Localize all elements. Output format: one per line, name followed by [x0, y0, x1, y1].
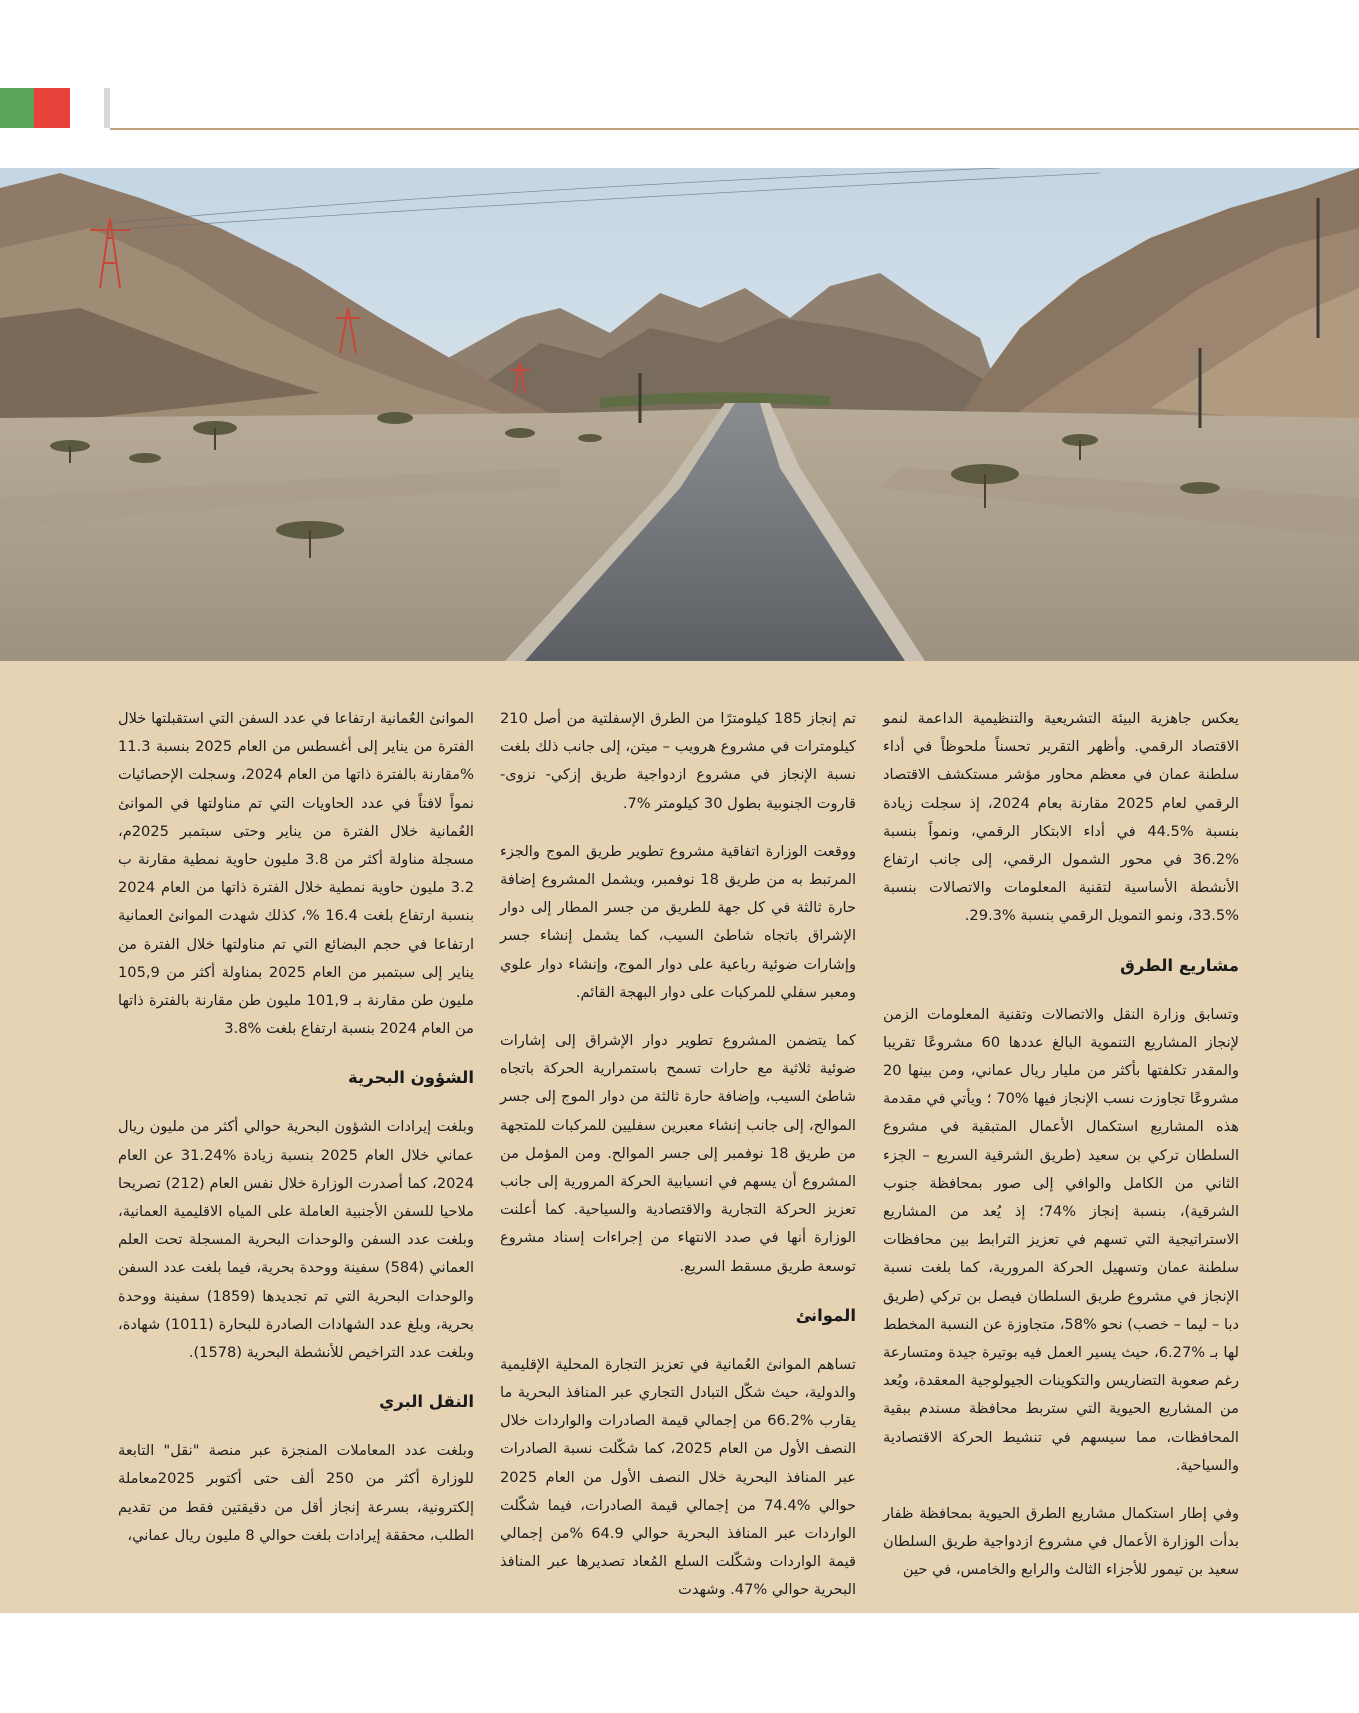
paragraph: ووقعت الوزارة اتفاقية مشروع تطوير طريق الموج والجزء المرتبط به من طريق 18 نوفمبر، ويشمل المشروع إضافة حارة ثالثة في كل جهة للطريق من جسر المطار إلى دوار الإشراق باتجاه شاطئ السيب، كما يشمل إنشاء جسر وإشارات ضوئية رباعية على دوار الموج، وإنشاء دوار علوي ومعبر سفلي للمركبات على دوار البهجة القائم. — [500, 842, 856, 1001]
article-panel — [0, 661, 1359, 1613]
paragraph: يعكس جاهزية البيئة التشريعية والتنظيمية الداعمة لنمو الاقتصاد الرقمي. وأظهر التقرير تحسناً ملحوظاً في أداء سلطنة عمان في معظم محاور مؤشر مستكشف الاقتصاد الرقمي لعام 2025 مقارنة بعام 2024، إذ سجلت زيادة بنسبة %44.5 في أداء الابتكار الرقمي، ونمواً بنسبة %36.2 في محور الشمول الرقمي، إلى جانب ارتفاع الأنشطة الأساسية لتقنية المعلومات والاتصالات بنسبة %33.5، ونمو التمويل الرقمي بنسبة %29.3. — [883, 710, 1239, 925]
paragraph: تساهم الموانئ العُمانية في تعزيز التجارة المحلية الإقليمية والدولية، حيث شكّل التبادل التجاري عبر المنافذ البحرية ما يقارب %66.2 من إجمالي قيمة الصادرات والواردات خلال النصف الأول من العام 2025، كما شكّلت نسبة الصادرات عبر المنافذ البحرية خلال النصف الأول من العام 2025 حوالي %74.4 من إجمالي قيمة الصادرات، فيما شكّلت الواردات عبر المنافذ البحرية حوالي 64.9 %من إجمالي قيمة الواردات وشكّلت السلع المُعاد تصديرها عبر المنافذ البحرية حوالي %47. وشهدت — [500, 1355, 857, 1599]
paragraph: وبلغت إيرادات الشؤون البحرية حوالي أكثر من مليون ريال عماني خلال العام 2025 بنسبة زيادة %31.24 عن العام 2024، كما أصدرت الوزارة خلال نفس العام (212) تصريحا ملاحيا للسفن الأجنبية العاملة على المياه الاقليمية العمانية، وبلغت عدد السفن والوحدات البحرية المسجلة تحت العلم العماني (584) سفينة ووحدة بحرية، فيما بلغت عدد السفن والوحدات البحرية التي تم تجديدها (1859) سفينة ووحدة بحرية، وبلغ عدد الشهادات الصادرة للبحارة (1011) شهادة، وبلغت عدد التراخيص للأنشطة البحرية (1578). — [118, 1118, 475, 1362]
section-heading-maritime: الشؤون البحرية — [347, 1068, 474, 1088]
paragraph: كما يتضمن المشروع تطوير دوار الإشراق إلى إشارات ضوئية ثلاثية مع حارات تسمح باستمرارية الحركة باتجاه شاطئ السيب، وإضافة حارة ثالثة من دوار الموج إلى جسر الموالح، إلى جانب إنشاء معبرين سفليين للمركبات للمتجهة من طريق 18 نوفمبر إلى جسر الموالح. ومن المؤمل من المشروع أن يسهم في انسيابية الحركة المرورية إلى جانب تعزيز الحركة التجارية والاقتصادية والسياحية. كما أعلنت الوزارة أنها في صدد الانتهاء من إجراءات إسناد مشروع توسعة طريق مسقط السريع. — [500, 1032, 856, 1275]
mountain-road-photo — [0, 168, 1359, 661]
article-column-2 — [500, 705, 856, 1625]
section-heading-ports: الموانئ — [795, 1305, 856, 1325]
brand-stripe-red — [34, 88, 70, 128]
paragraph: تم إنجاز 185 كيلومترًا من الطرق الإسفلتية من أصل 210 كيلومترات في مشروع هرويب – ميتن، إلى جانب ذلك بلغت نسبة الإنجاز في مشروع ازدواجية طريق إزكي- نزوى- قاروت الجنوبية بطول 30 كيلومتر %7. — [500, 710, 856, 812]
paragraph: وبلغت عدد المعاملات المنجزة عبر منصة "نقل" التابعة للوزارة أكثر من 250 ألف حتى أكتوبر 2025معاملة إلكترونية، بسرعة إنجاز أقل من دقيقتين فقط من تقديم الطلب، محققة إيرادات بلغت حوالي 8 مليون ريال عماني، — [118, 1442, 474, 1544]
brand-stripe-gray — [104, 88, 110, 128]
article-column-3 — [118, 705, 474, 1570]
paragraph: وتسابق وزارة النقل والاتصالات وتقنية المعلومات الزمن لإنجاز المشاريع التنموية البالغ عددها 60 مشروعًا تقريبا والمقدر تكلفتها بأكثر من مليار ريال عماني، ومن بينها 20 مشروعًا تجاوزت نسب الإنجاز فيها %70 ؛ ويأتي في مقدمة هذه المشاريع استكمال الأعمال المتبقية في مشروع السلطان تركي بن سعيد (طريق الشرقية السريع – الجزء الثاني من الكامل والوافي إلى صور بمحافظة جنوب الشرقية)، بنسبة إنجاز %74؛ إذ يُعد من المشاريع الاستراتيجية التي تسهم في تعزيز الترابط بين محافظات سلطنة عمان وتسهيل الحركة المرورية، كما بلغت نسبة الإنجاز في مشروع طريق السلطان فيصل بن تركي (طريق دبا – ليما – خصب) نحو %58، متجاوزة عن النسبة المخطط لها بـ %6.27، حيث يسير العمل فيه بوتيرة جيدة ومتسارعة رغم صعوبة التضاريس والتكوينات الجيولوجية المعقدة، ويُعد من المشاريع الحيوية التي ستربط محافظة مسندم ببقية المحافظات، مما سيسهم في تنشيط الحركة الاقتصادية والسياحية. — [883, 1005, 1240, 1474]
section-heading-roads: مشاريع الطرق — [1120, 955, 1239, 975]
section-heading-land-transport: النقل البري — [379, 1392, 474, 1412]
paragraph: الموانئ العُمانية ارتفاعا في عدد السفن التي استقبلتها خلال الفترة من يناير إلى أغسطس من العام 2025 بنسبة 11.3 %مقارنة بالفترة ذاتها من العام 2024، وسجلت الإحصائيات نمواً لافتاً في عدد الحاويات التي تم مناولتها في الموانئ العُمانية خلال الفترة من يناير وحتى سبتمبر 2025م، مسجلة مناولة أكثر من 3.8 مليون حاوية نمطية مقارنة ب 3.2 مليون حاوية نمطية خلال الفترة ذاتها من العام 2024 بنسبة ارتفاع بلغت 16.4 %، كذلك شهدت الموانئ العمانية ارتفاعا في حجم البضائع التي تم مناولتها خلال الفترة من يناير إلى سبتمبر من العام 2025 بمناولة أكثر من 105,9 مليون طن مقارنة بـ 101,9 مليون طن مقارنة بالفترة ذاتها من العام 2024 بنسبة ارتفاع بلغت %3.8 — [118, 710, 475, 1038]
brand-stripe-green — [0, 88, 34, 128]
paragraph: وفي إطار استكمال مشاريع الطرق الحيوية بمحافظة ظفار بدأت الوزارة الأعمال في مشروع ازدواجية طريق السلطان سعيد بن تيمور للأجزاء الثالث والرابع والخامس، في حين — [883, 1505, 1239, 1579]
header-rule — [110, 128, 1359, 130]
article-column-1 — [883, 705, 1239, 1605]
